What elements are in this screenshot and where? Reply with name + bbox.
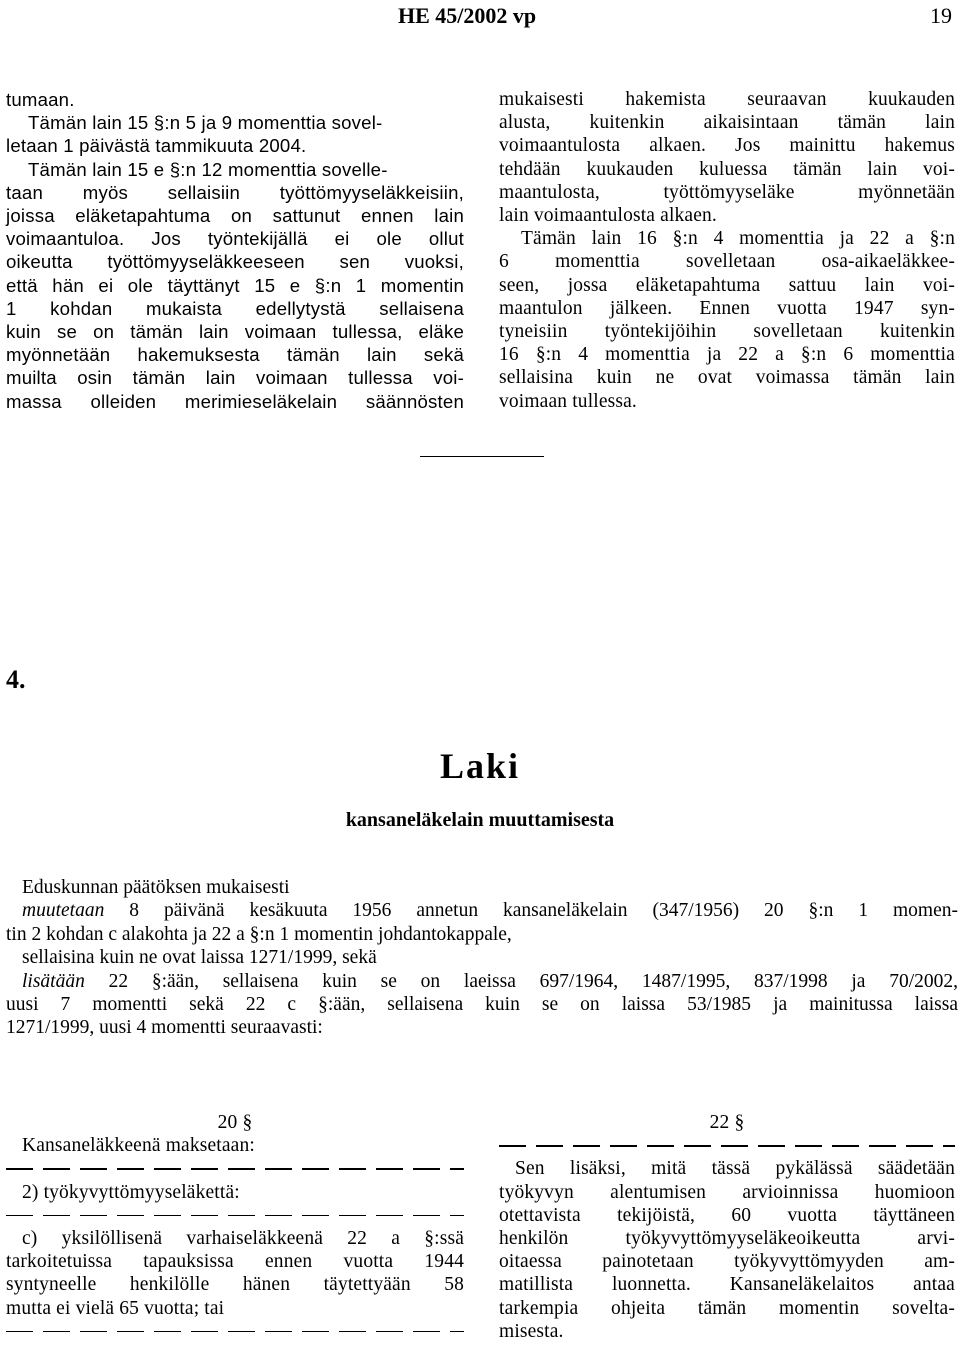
text-line: tehdään kuukauden kuluessa tämän lain voi- <box>499 158 955 180</box>
add-keyword: lisätään <box>22 970 85 992</box>
text-line: mukaisesti hakemista seuraavan kuukauden <box>499 89 955 110</box>
text-line: alusta, kuitenkin aikaisintaan tämän lain <box>499 112 955 134</box>
text-line: seen, jossa eläketapahtuma sattuu lain voi- <box>499 274 955 296</box>
right-column-top <box>499 88 955 413</box>
text-line: Tämän lain 15 §:n 5 ja 9 momenttia sovel- <box>28 112 383 134</box>
text-line: oikeutta työttömyyseläkkeeseen sen vuoksi, <box>6 251 464 273</box>
section-heading: 20 § <box>217 1112 253 1133</box>
text-line: voimaantuloa. Jos työntekijällä ei ole ollut <box>6 228 464 250</box>
law-preamble <box>6 876 958 1040</box>
text-line: Sen lisäksi, mitä tässä pykälässä säädetään <box>515 1158 955 1180</box>
text-line: tarkempia ohjeita tämän momentin sovelta- <box>499 1297 955 1319</box>
text-line: tyneisiin työntekijöihin sovelletaan kuitenkin <box>499 321 955 343</box>
law-subtitle: kansaneläkelain muuttamisesta <box>345 809 615 831</box>
section-22 <box>499 1111 955 1343</box>
text-line: lain voimaantulosta alkaen. <box>499 205 717 227</box>
law-title: Laki <box>439 746 521 786</box>
preamble-intro: Eduskunnan päätöksen mukaisesti <box>22 877 290 898</box>
omission-dashes <box>499 1134 955 1157</box>
text-line: c) yksilöllisenä varhaiseläkkeenä 22 a §:ssä <box>22 1227 464 1249</box>
text-line: letaan 1 päivästä tammikuuta 2004. <box>6 135 307 157</box>
section-number: 4. <box>6 665 26 694</box>
text-line: 2) työkyvyttömyyseläkettä: <box>22 1181 240 1203</box>
text-line: kuin se on tämän lain voimaan tullessa, eläke <box>6 321 464 343</box>
text-line: misesta. <box>499 1320 564 1342</box>
text-line: työkyvyn alentumisen arvioinnissa huomioon <box>499 1181 955 1203</box>
text-line: Tämän lain 16 §:n 4 momenttia ja 22 a §:n <box>521 228 955 250</box>
amend-text: 8 päivänä kesäkuuta 1956 annetun kansaneläkelain (347/1956) 20 §:n 1 momen- <box>104 900 958 922</box>
text-line: että hän ei ole täyttänyt 15 e §:n 1 momentin <box>6 274 464 296</box>
text-line: matillista luonnetta. Kansaneläkelaitos antaa <box>499 1274 955 1296</box>
text-line: tumaan. <box>6 89 75 110</box>
text-line: joissa eläketapahtuma on sattunut ennen lain <box>6 205 464 227</box>
section-20 <box>6 1111 464 1343</box>
text-line: 6 momenttia sovelletaan osa-aikaeläkkee- <box>499 251 955 273</box>
text-line: maantulon jälkeen. Ennen vuotta 1947 syn- <box>499 297 955 319</box>
section-heading: 22 § <box>709 1112 745 1133</box>
text-line: oitaessa painotetaan työkyvyttömyyden am- <box>499 1251 955 1273</box>
text-line: massa olleiden merimieseläkelain säännösten <box>6 390 464 412</box>
preamble-line: sellaisina kuin ne ovat laissa 1271/1999, sekä <box>22 947 377 969</box>
text-line: mutta ei vielä 65 vuotta; tai <box>6 1297 225 1319</box>
text-line: muilta osin tämän lain voimaan tullessa voi- <box>6 367 464 389</box>
preamble-amend-line: tin 2 kohdan c alakohta ja 22 a §:n 1 momentin johdantokappale, <box>6 923 512 945</box>
text-line: taan myös sellaisiin työttömyyseläkkeisiin, <box>6 181 464 203</box>
omission-dashes <box>6 1204 464 1227</box>
text-line: 1 kohdan mukaista edellytystä sellaisena <box>6 297 464 319</box>
text-line: otettavista tekijöistä, 60 vuotta täyttäneen <box>499 1204 955 1226</box>
text-line: syntyneelle henkilölle hänen täytettyään 58 <box>6 1274 464 1296</box>
preamble-amend-line <box>6 899 958 922</box>
document-id: HE 45/2002 vp <box>398 3 537 28</box>
omission-dashes <box>6 1157 464 1180</box>
text-line: henkilön työkyvyttömyyseläkeoikeutta arvi- <box>499 1228 955 1249</box>
text-line: Kansaneläkkeenä maksetaan: <box>22 1135 255 1157</box>
page-number: 19 <box>930 3 952 28</box>
text-line: maantulosta, työttömyyseläke myönnetään <box>499 181 955 203</box>
amend-keyword: muutetaan <box>22 900 105 922</box>
page-header <box>0 1 960 35</box>
preamble-add-line: 1271/1999, uusi 4 momentti seuraavasti: <box>6 1017 323 1039</box>
preamble-add-line: uusi 7 momentti sekä 22 c §:ään, sellaisena kuin se on laissa 53/1985 ja mainitussa laissa <box>6 994 958 1016</box>
text-line: sellaisina kuin ne ovat voimassa tämän lain <box>499 367 955 389</box>
section-separator <box>420 456 544 457</box>
add-text: 22 §:ään, sellaisena kuin se on laeissa 697/1964, 1487/1995, 837/1998 ja 70/2002, <box>84 970 958 992</box>
left-column-top <box>6 88 464 413</box>
text-line: voimaan tullessa. <box>499 390 637 412</box>
text-line: myönnetään hakemuksesta tämän lain sekä <box>6 344 464 366</box>
omission-dashes <box>6 1320 464 1343</box>
text-line: Tämän lain 15 e §:n 12 momenttia sovelle- <box>28 158 388 180</box>
text-line: voimaantulosta alkaen. Jos mainittu hakemus <box>499 135 955 157</box>
text-line: tarkoitetuissa tapauksissa ennen vuotta 1944 <box>6 1251 464 1273</box>
preamble-add-line <box>6 970 958 993</box>
text-line: 16 §:n 4 momenttia ja 22 a §:n 6 momenttia <box>499 344 955 366</box>
